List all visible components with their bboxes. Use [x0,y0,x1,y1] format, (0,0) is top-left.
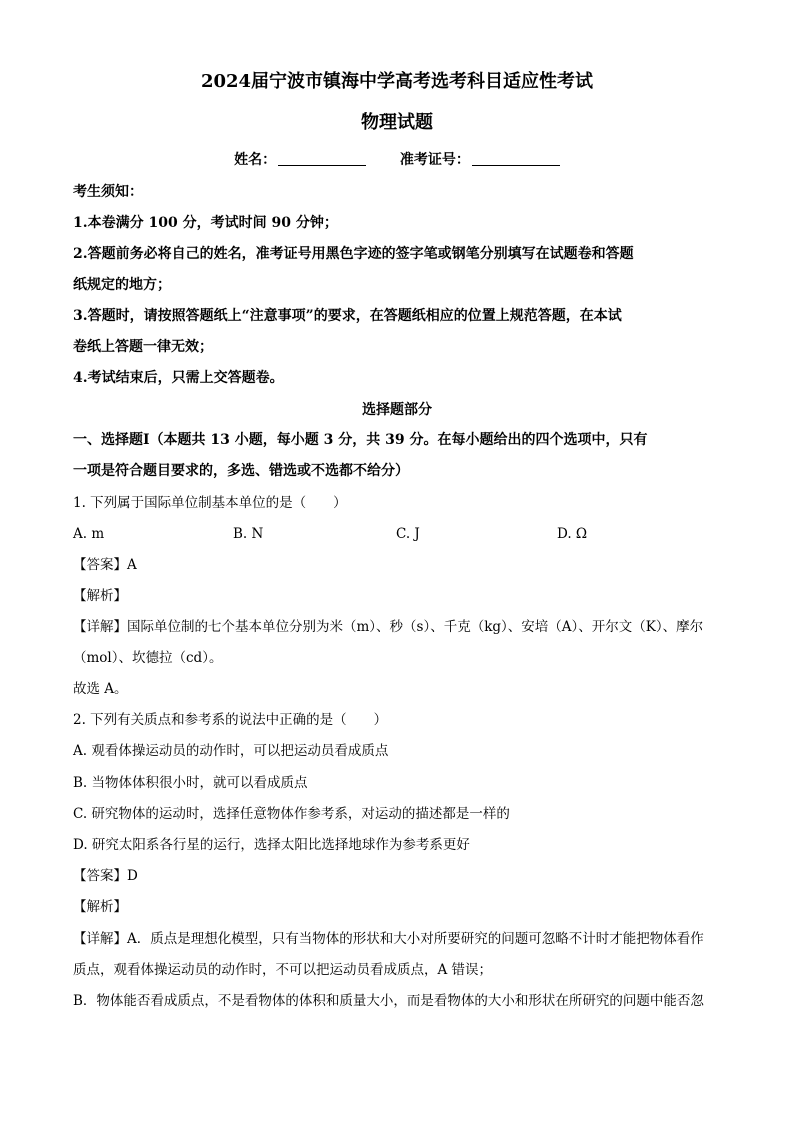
q2-option-c: C. 研究物体的运动时，选择任意物体作参考系，对运动的描述都是一样的 [73,806,510,822]
candidate-info-row [0,150,794,170]
q1-option-c: C. J [396,526,420,542]
notice-item: 2.答题前务必将自己的姓名，准考证号用黑色字迹的签字笔或钢笔分别填写在试题卷和答题 [73,246,634,262]
section-intro: 一项是符合题目要求的，多选、错选或不选都不给分） [73,463,409,479]
q2-detail: B．物体能否看成质点，不是看物体的体积和质量大小，而是看物体的大小和形状在所研究的问题中能否忽 [73,993,704,1009]
q1-option-a: A. m [73,526,105,542]
q2-analysis-label: 【解析】 [73,899,127,915]
name-blank [278,151,366,166]
q2-option-b: B. 当物体体积很小时，就可以看成质点 [73,775,308,791]
q2-detail: 质点，观看体操运动员的动作时，不可以把运动员看成质点，A 错误； [73,962,493,978]
notice-heading: 考生须知： [73,184,143,200]
q1-analysis-label: 【解析】 [73,588,127,604]
id-blank [472,151,560,166]
q1-option-d: D. Ω [557,526,588,542]
q1-detail: 【详解】国际单位制的七个基本单位分别为米（m）、秒（s）、千克（kg）、安培（A）、开尔文（K）、摩尔 [73,619,704,635]
q2-answer: 【答案】D [73,868,138,884]
notice-item: 1.本卷满分 100 分，考试时间 90 分钟； [73,215,338,231]
q1-answer: 【答案】A [73,557,137,573]
q1-conclusion: 故选 A。 [73,681,128,697]
q1-detail: （mol）、坎德拉（cd）。 [73,650,223,666]
q2-option-a: A. 观看体操运动员的动作时，可以把运动员看成质点 [73,743,389,759]
q1-option-b: B. N [233,526,264,542]
id-label: 准考证号： [399,152,470,168]
q2-option-d: D. 研究太阳系各行星的运行，选择太阳比选择地球作为参考系更好 [73,837,470,853]
notice-item: 4.考试结束后，只需上交答题卷。 [73,370,284,386]
section-intro: 一、选择题Ⅰ（本题共 13 小题，每小题 3 分，共 39 分。在每小题给出的四个选项中，只有 [73,432,648,448]
notice-item: 卷纸上答题一律无效； [73,339,213,355]
question-2-stem: 2. 下列有关质点和参考系的说法中正确的是（ ） [73,712,388,728]
notice-item: 纸规定的地方； [73,277,171,293]
exam-subtitle: 物理试题 [361,112,433,133]
q2-detail: 【详解】A．质点是理想化模型，只有当物体的形状和大小对所要研究的问题可忽略不计时才能把物体看作 [73,931,704,947]
section-title: 选择题部分 [362,402,432,418]
name-label: 姓名： [234,152,277,168]
exam-title: 2024届宁波市镇海中学高考选考科目适应性考试 [200,71,594,92]
notice-item: 3.答题时，请按照答题纸上“注意事项”的要求，在答题纸相应的位置上规范答题，在本试 [73,308,622,324]
question-1-stem: 1. 下列属于国际单位制基本单位的是（ ） [73,495,347,511]
